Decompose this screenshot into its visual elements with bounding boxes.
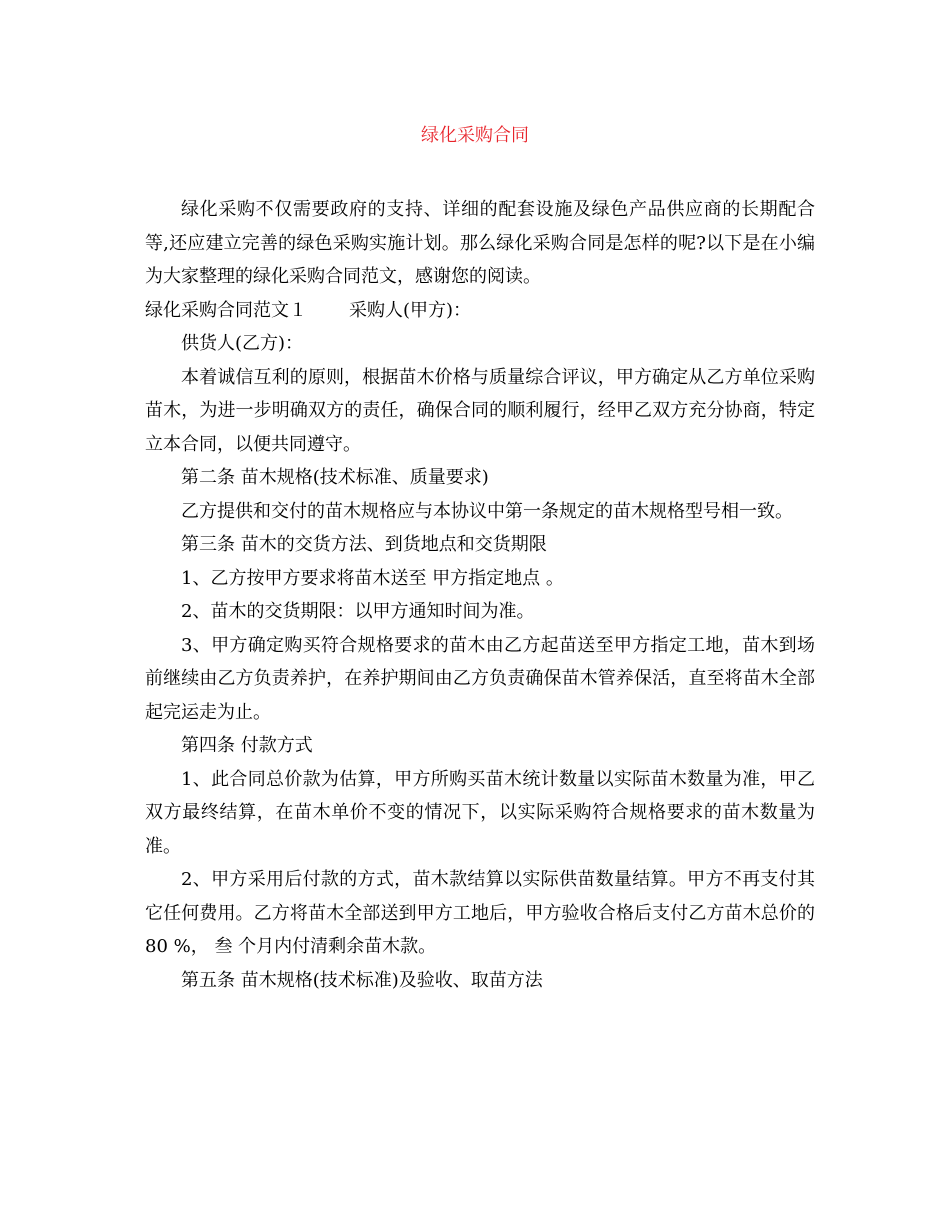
supplier-line: 供货人(乙方)： (181, 333, 304, 354)
intro-paragraph: 绿化采购不仅需要政府的支持、详细的配套设施及绿色产品供应商的长期配合等,还应建立完善的绿色采购实施计划。那么绿化采购合同是怎样的呢?以下是在小编为大家整理的绿化采购合同范文，感谢您的阅读。 (145, 199, 815, 287)
preamble-paragraph: 本着诚信互利的原则，根据苗木价格与质量综合评议，甲方确定从乙方单位采购苗木，为进一步明确双方的责任，确保合同的顺利履行，经甲乙双方充分协商，特定立本合同，以便共同遵守。 (145, 366, 815, 455)
article-4-item-2: 2、甲方采用后付款的方式，苗木款结算以实际供苗数量结算。甲方不再支付其它任何费用。乙方将苗木全部送到甲方工地后，甲方验收合格后支付乙方苗木总价的 80 %， 叁 个月内付清剩余苗木款。 (145, 869, 815, 957)
article-2-heading: 第二条 苗木规格(技术标准、质量要求) (181, 467, 489, 488)
document-title: 绿化采购合同 (421, 125, 529, 146)
article-4-heading: 第四条 付款方式 (181, 735, 313, 756)
article-2-text: 乙方提供和交付的苗木规格应与本协议中第一条规定的苗木规格型号相一致。 (181, 500, 793, 522)
article-3-item-1: 1、乙方按甲方要求将苗木送至 甲方指定地点 。 (181, 567, 564, 589)
article-5-heading: 第五条 苗木规格(技术标准)及验收、取苗方法 (181, 969, 543, 991)
article-3-heading: 第三条 苗木的交货方法、到货地点和交货期限 (181, 534, 547, 555)
article-3-item-2: 2、苗木的交货期限：以甲方通知时间为准。 (181, 601, 535, 622)
sample-label: 绿化采购合同范文１ (145, 299, 307, 321)
document-body (145, 193, 815, 997)
article-4-item-1: 1、此合同总价款为估算，甲方所购买苗木统计数量以实际苗木数量为准，甲乙双方最终结算，在苗木单价不变的情况下，以实际采购符合规格要求的苗木数量为准。 (145, 768, 815, 857)
sample-heading-line (145, 294, 815, 328)
article-3-item-3: 3、甲方确定购买符合规格要求的苗木由乙方起苗送至甲方指定工地，苗木到场前继续由乙方负责养护，在养护期间由乙方负责确保苗木管养保活，直至将苗木全部起完运走为止。 (145, 634, 815, 723)
buyer-line: 采购人(甲方)： (349, 299, 472, 321)
